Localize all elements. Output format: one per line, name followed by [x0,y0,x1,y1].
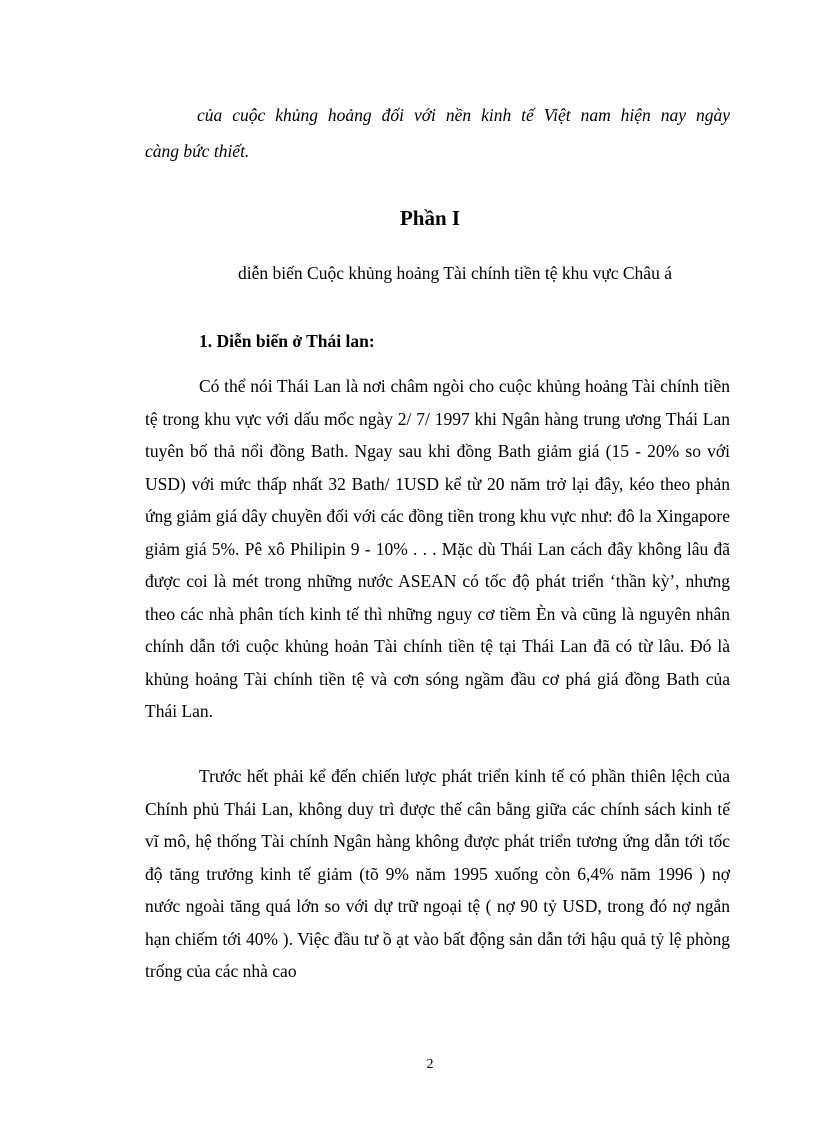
section-heading: 1. Diễn biến ở Thái lan: [199,331,375,351]
intro-line-2: càng bức thiết. [145,141,250,161]
part-subtitle: diễn biến Cuộc khủng hoảng Tài chính tiền tệ khu vực Châu á [238,263,672,283]
page-number: 2 [426,1057,434,1072]
part-title: Phần I [399,206,461,230]
paragraph-1: Có thể nói Thái Lan là nơi châm ngòi cho cuộc khủng hoảng Tài chính tiền tệ trong khu vực với dấu mốc ngày 2/ 7/ 1997 khi Ngân hàng trung ương Thái Lan tuyên bố thả nổi đồng Bath. Ngay sau khi đồng Bath giảm giá (15 - 20% so với USD) với mức thấp nhất 32 Bath/ 1USD kể từ 20 năm trở lại đây, kéo theo phản ứng giảm giá dây chuyền đối với các đồng tiền trong khu vực như: đô la Xingapore giảm giá 5%. Pê xô Philipin 9 - 10% . . . Mặc dù Thái Lan cách đây không lâu đã được coi là mét trong những nước ASEAN có tốc độ phát triển ‘thần kỳ’, nhưng theo các nhà phân tích kinh tế thì những nguy cơ tiềm Èn và cũng là nguyên nhân chính dẫn tới cuộc khủng hoản Tài chính tiền tệ tại Thái Lan đã có từ lâu. Đó là khủng hoảng Tài chính tiền tệ và cơn sóng ngầm đầu cơ phá giá đồng Bath của Thái Lan. [145,376,730,721]
paragraph-2: Trước hết phải kể đến chiến lược phát triển kinh tế có phần thiên lệch của Chính phủ Thái Lan, không duy trì được thế cân bằng giữa các chính sách kinh tế vĩ mô, hệ thống Tài chính Ngân hàng không được phát triển tương ứng dẫn tới tốc độ tăng trưởng kinh tế giảm (tõ 9% năm 1995 xuống còn 6,4% năm 1996 ) nợ nước ngoài tăng quá lớn so với dự trữ ngoại tệ ( nợ 90 tỷ USD, trong đó nợ ngắn hạn chiếm tới 40% ). Việc đầu tư ồ ạt vào bất động sản dẫn tới hậu quả tỷ lệ phòng trống của các nhà cao [145,766,730,981]
intro-continuation [145,97,730,169]
intro-line-1: của cuộc khủng hoảng đối với nền kinh tế Việt nam hiện nay ngày [197,105,730,125]
